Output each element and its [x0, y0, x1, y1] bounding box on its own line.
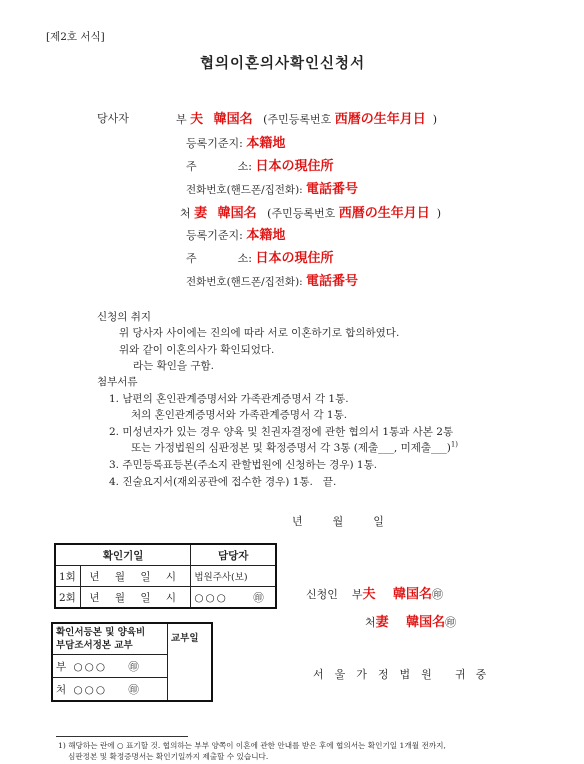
purpose-line-3: 라는 확인을 구함.	[133, 360, 215, 372]
confirm-row-1-date: 년 월 일 시	[81, 566, 191, 587]
confirm-row-1-officer-text: 법원주사(보)	[194, 572, 248, 583]
husband-reg-line	[186, 132, 285, 151]
footnote-line-1: 1) 해당하는 란에 ○ 표기할 것. 협의하는 부부 양쪽이 이혼에 관한 안내를 받은 후에 협의서는 확인기일 1개월 전까지,	[58, 741, 446, 750]
wife-reg-value: 本籍地	[246, 228, 286, 243]
wife-reg-line	[186, 224, 285, 243]
wife-role: 처	[180, 207, 191, 220]
copy-row-2-seal: ㊞	[128, 683, 139, 696]
purpose-heading: 신청의 취지	[97, 311, 152, 323]
wife-line	[180, 202, 441, 221]
husband-phone-label: 전화번호(핸드폰/집전화):	[186, 184, 303, 196]
husband-addr-value: 日本の現住所	[255, 159, 334, 174]
copy-table-col2-header: 교부일	[168, 623, 213, 701]
confirm-table-col2-header: 담당자	[191, 544, 276, 566]
copy-row-1-name: ○○○	[73, 660, 107, 673]
husband-addr-label-1: 주	[186, 160, 197, 173]
husband-phone-value: 電話番号	[306, 182, 359, 197]
applicant-wife-red: 妻	[375, 615, 389, 630]
wife-addr-value: 日本の現住所	[255, 251, 334, 266]
wife-rrn-label: (주민등록번호	[267, 207, 336, 220]
confirm-row-2-no: 2회	[55, 587, 81, 609]
wife-addr-label-1: 주	[186, 252, 197, 265]
attachment-item-1b: 처의 혼인관계증명서와 가족관계증명서 각 1통.	[131, 409, 348, 421]
husband-rrn-value: 西暦の生年月日	[334, 112, 426, 127]
attachment-item-1a: 1. 남편의 혼인관계증명서와 가족관계증명서 각 1통.	[109, 393, 349, 405]
confirm-row-1-no: 1회	[55, 566, 81, 587]
husband-phone-line	[186, 178, 358, 197]
copy-delivery-table	[51, 622, 213, 702]
applicant-husband-line	[306, 583, 443, 602]
applicant-label: 신청인	[306, 588, 338, 601]
copy-table-col1-line1: 확인서등본 및 양육비	[56, 627, 146, 638]
applicant-wife-seal: ㊞	[445, 616, 457, 629]
applicant-wife-line	[365, 611, 456, 630]
date-line: 년 월 일	[292, 515, 384, 528]
form-number: [제2호 서식]	[46, 31, 105, 43]
confirm-date-table	[54, 543, 277, 609]
attachment-end: 끝.	[322, 476, 337, 488]
applicant-husband-role: 부	[351, 588, 363, 601]
attachment-item-2b: 또는 가정법원의 심판정본 및 확정증명서 각 3통 (제출___, 미제출___)	[131, 442, 451, 454]
husband-role-red: 夫	[190, 112, 204, 127]
copy-row-2-role: 처	[56, 683, 67, 696]
wife-phone-label: 전화번호(핸드폰/집전화):	[186, 276, 303, 288]
applicant-wife-role: 처	[365, 616, 376, 629]
attachment-item-4: 4. 진술요지서(재외공관에 접수한 경우) 1통.	[109, 476, 313, 488]
applicant-husband-seal: ㊞	[432, 588, 444, 601]
wife-addr-label-2: 소:	[237, 252, 252, 265]
attachment-item-2a: 2. 미성년자가 있는 경우 양육 및 친권자결정에 관한 협의서 1통과 사본 2통	[109, 426, 454, 438]
copy-table-col1-line2: 부담조서정본 교부	[56, 640, 133, 651]
wife-name: 韓国名	[217, 206, 257, 221]
wife-addr-line	[186, 247, 334, 266]
applicant-wife-name: 韓国名	[406, 615, 446, 630]
purpose-line-1: 위 당사자 사이에는 진의에 따라 서로 이혼하기로 합의하였다.	[119, 327, 400, 339]
footnote-divider	[56, 736, 188, 737]
husband-addr-label-2: 소:	[237, 160, 252, 173]
footnote-line-2: 심판정본 및 확정증명서는 확인기일까지 제출할 수 있습니다.	[68, 752, 269, 761]
attachment-item-3: 3. 주민등록표등본(주소지 관할법원에 신청하는 경우) 1통.	[109, 459, 378, 471]
applicant-husband-name: 韓国名	[393, 587, 433, 602]
confirm-row-1-officer	[191, 566, 276, 587]
copy-row-1-seal: ㊞	[128, 660, 139, 673]
attachment-item-2b-line	[131, 440, 458, 455]
copy-row-1	[52, 655, 168, 678]
copy-row-2	[52, 678, 168, 702]
attachment-item-4-line	[109, 474, 336, 489]
applicant-husband-red: 夫	[362, 587, 376, 602]
wife-phone-line	[186, 270, 358, 289]
husband-rrn-close: )	[432, 113, 438, 126]
wife-reg-label: 등록기준지:	[186, 229, 243, 242]
husband-addr-line	[186, 155, 334, 174]
husband-line	[176, 108, 437, 127]
purpose-line-2: 위와 같이 이혼의사가 확인되었다.	[119, 344, 275, 356]
confirm-table-col1-header: 확인기일	[55, 544, 191, 566]
confirm-row-2-date: 년 월 일 시	[81, 587, 191, 609]
attachments-heading: 첨부서류	[97, 376, 138, 388]
confirm-row-2-officer	[191, 587, 276, 609]
wife-phone-value: 電話番号	[306, 274, 359, 289]
court-suffix: 귀중	[455, 668, 497, 681]
husband-role: 부	[176, 113, 187, 126]
page-title: 협의이혼의사확인신청서	[200, 55, 366, 72]
husband-reg-label: 등록기준지:	[186, 137, 243, 150]
husband-rrn-label: (주민등록번호	[263, 113, 332, 126]
party-label: 당사자	[97, 112, 129, 125]
husband-name: 韓国名	[213, 112, 253, 127]
confirm-row-2-seal: ㊞	[253, 591, 264, 604]
husband-reg-value: 本籍地	[246, 136, 286, 151]
wife-role-red: 妻	[194, 206, 208, 221]
copy-row-2-name: ○○○	[73, 683, 107, 696]
wife-rrn-close: )	[436, 207, 442, 220]
wife-rrn-value: 西暦の生年月日	[338, 206, 430, 221]
copy-table-col1-header	[52, 623, 168, 655]
copy-row-1-role: 부	[56, 660, 67, 673]
court-name: 서울가정법원	[313, 668, 443, 681]
footnote-ref: 1)	[450, 440, 459, 449]
confirm-row-2-officer-name: ○○○	[194, 591, 228, 604]
